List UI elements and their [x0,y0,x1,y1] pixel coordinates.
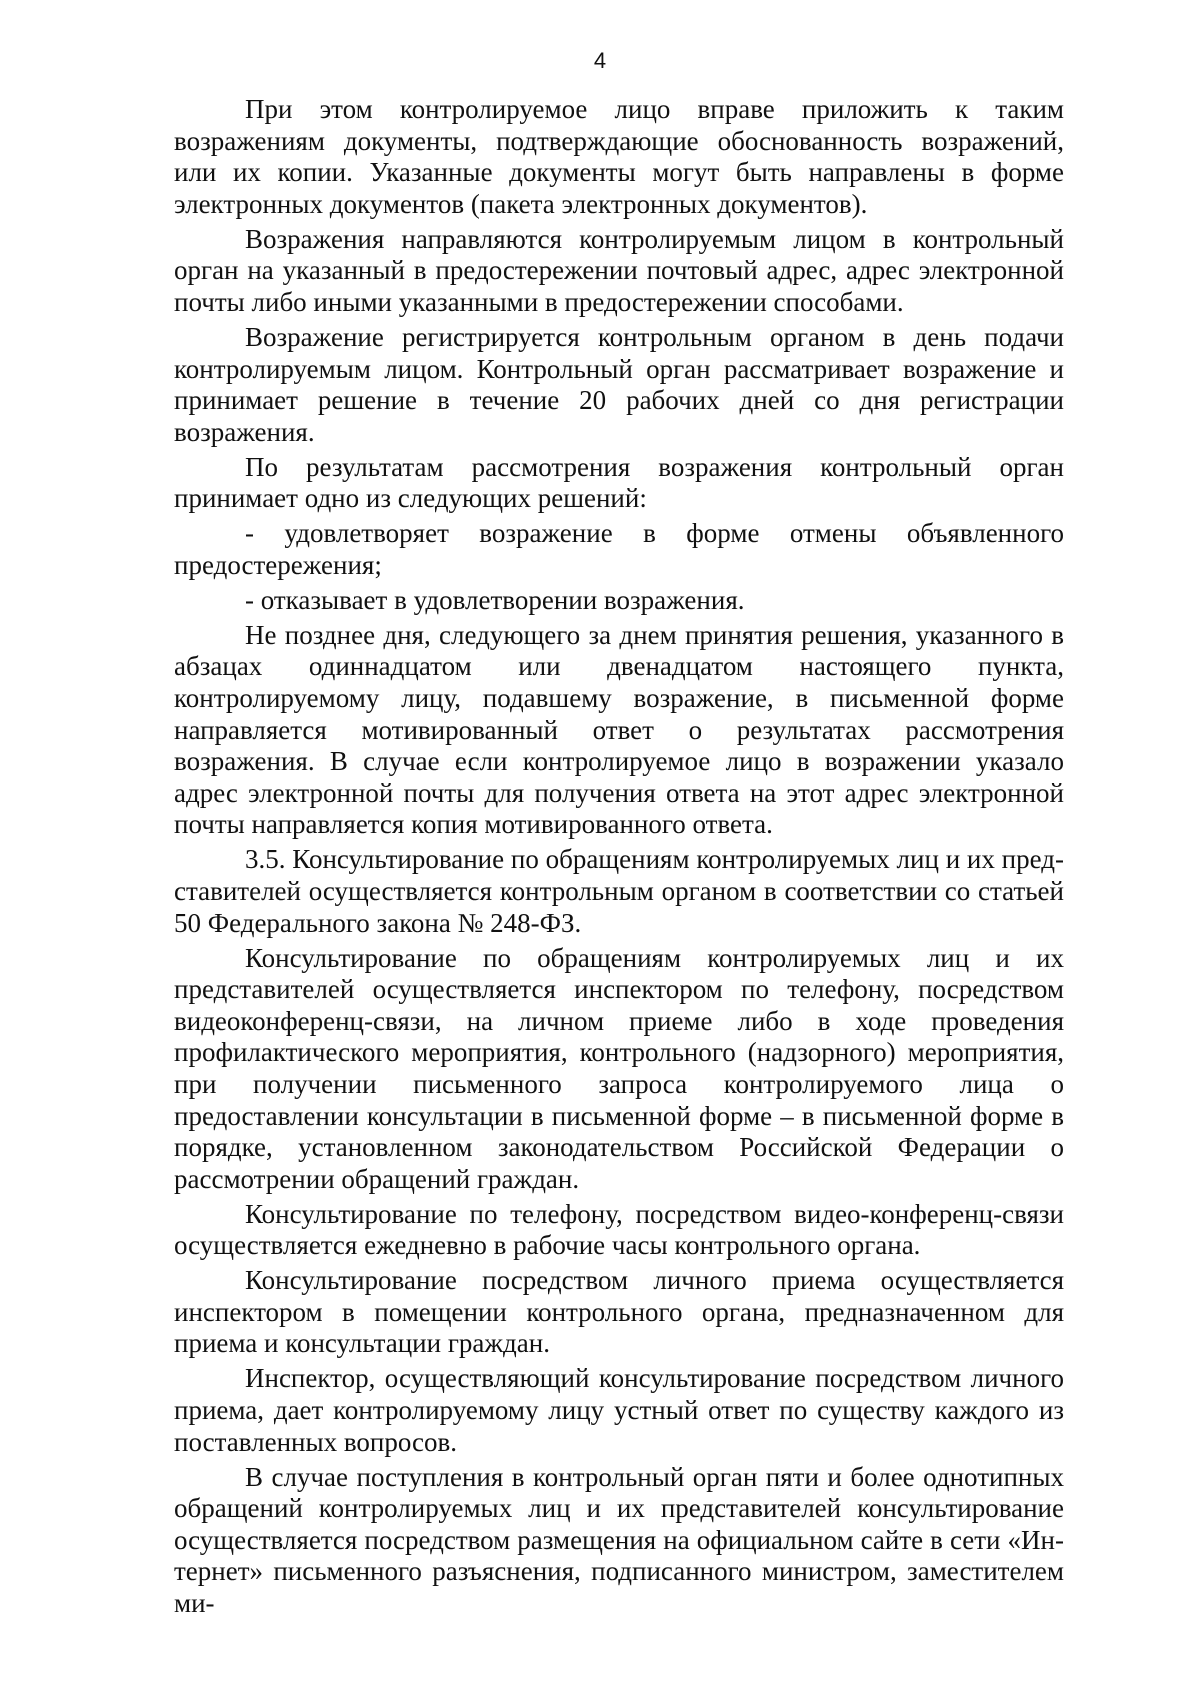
paragraph-phone-consultation: Консультирование по телефону, посредством видео-конференц-связи осуществляется ежедневно в рабочие часы контрольного органа. [174,1198,1064,1261]
paragraph-personal-reception: Консультирование посредством личного приема осуществляется инспектором в помещении контрольного органа, предназначенном для приема и консультации граждан. [174,1265,1064,1359]
paragraph-reasoned-response: Не позднее дня, следующего за днем принятия решения, указанного в абзацах одиннадцатом или двенадцатом настоящего пункта, контролируемому лицу, подавшему возражение, в письменной форме направляется мотивированный ответ о результатах рассмотрения возражения. В случае если контролируемое лицо в возражении указало адрес электронной почты для получения ответа на этот адрес электронной почты направляется копия мотивированного ответа. [174,619,1064,840]
paragraph-decision-satisfy: - удовлетворяет возражение в форме отмены объявленного предостережения; [174,518,1064,580]
paragraph-review-results: По результатам рассмотрения возражения контрольный орган принимает одно из следующих решений: [174,451,1064,514]
page-number: 4 [593,48,607,73]
paragraph-inspector-answer: Инспектор, осуществляющий консультирование посредством личного приема, дает контролируемому лицу устный ответ по существу каждого из поставленных вопросов. [174,1363,1064,1457]
paragraph-multiple-requests: В случае поступления в контрольный орган пяти и более однотипных обращений контролируемых лиц и их представителей консультирование осуществляется посредством размещения на официальном сайте в сети «Интернет» письменного разъяснения, подписанного министром, заместителем ми- [174,1461,1064,1618]
paragraph-objection-submission: Возражения направляются контролируемым лицом в контрольный орган на указанный в предостережении почтовый адрес, адрес электронной почты либо иными указанными в предостережении способами. [174,223,1064,317]
paragraph-objection-registration: Возражение регистрируется контрольным органом в день подачи контролируемым лицом. Контрольный орган рассматривает возражение и принимает решение в течение 20 рабочих дней со дня регистрации возражения. [174,321,1064,447]
paragraph-objection-documents: При этом контролируемое лицо вправе приложить к таким возражениям документы, подтверждающие обоснованность возражений, или их копии. Указанные документы могут быть направлены в форме электронных документов (пакета электронных документов). [174,94,1064,219]
paragraph-consultation-methods: Консультирование по обращениям контролируемых лиц и их представителей осуществляется инспектором по телефону, посредством видеоконференц-связи, на личном приеме либо в ходе проведения профилактического мероприятия, контрольного (надзорного) мероприятия, при получении письменного запроса контролируемого лица о предоставлении консультации в письменной форме – в письменной форме в порядке, установленном законодательством Российской Федерации о рассмотрении обращений граждан. [174,942,1064,1194]
paragraph-section-3-5: 3.5. Консультирование по обращениям контролируемых лиц и их представителей осуществляется контрольным органом в соответствии со статьей 50 Федерального закона № 248-ФЗ. [174,844,1064,938]
document-body [174,94,1064,1623]
paragraph-decision-refuse: - отказывает в удовлетворении возражения. [245,584,745,615]
